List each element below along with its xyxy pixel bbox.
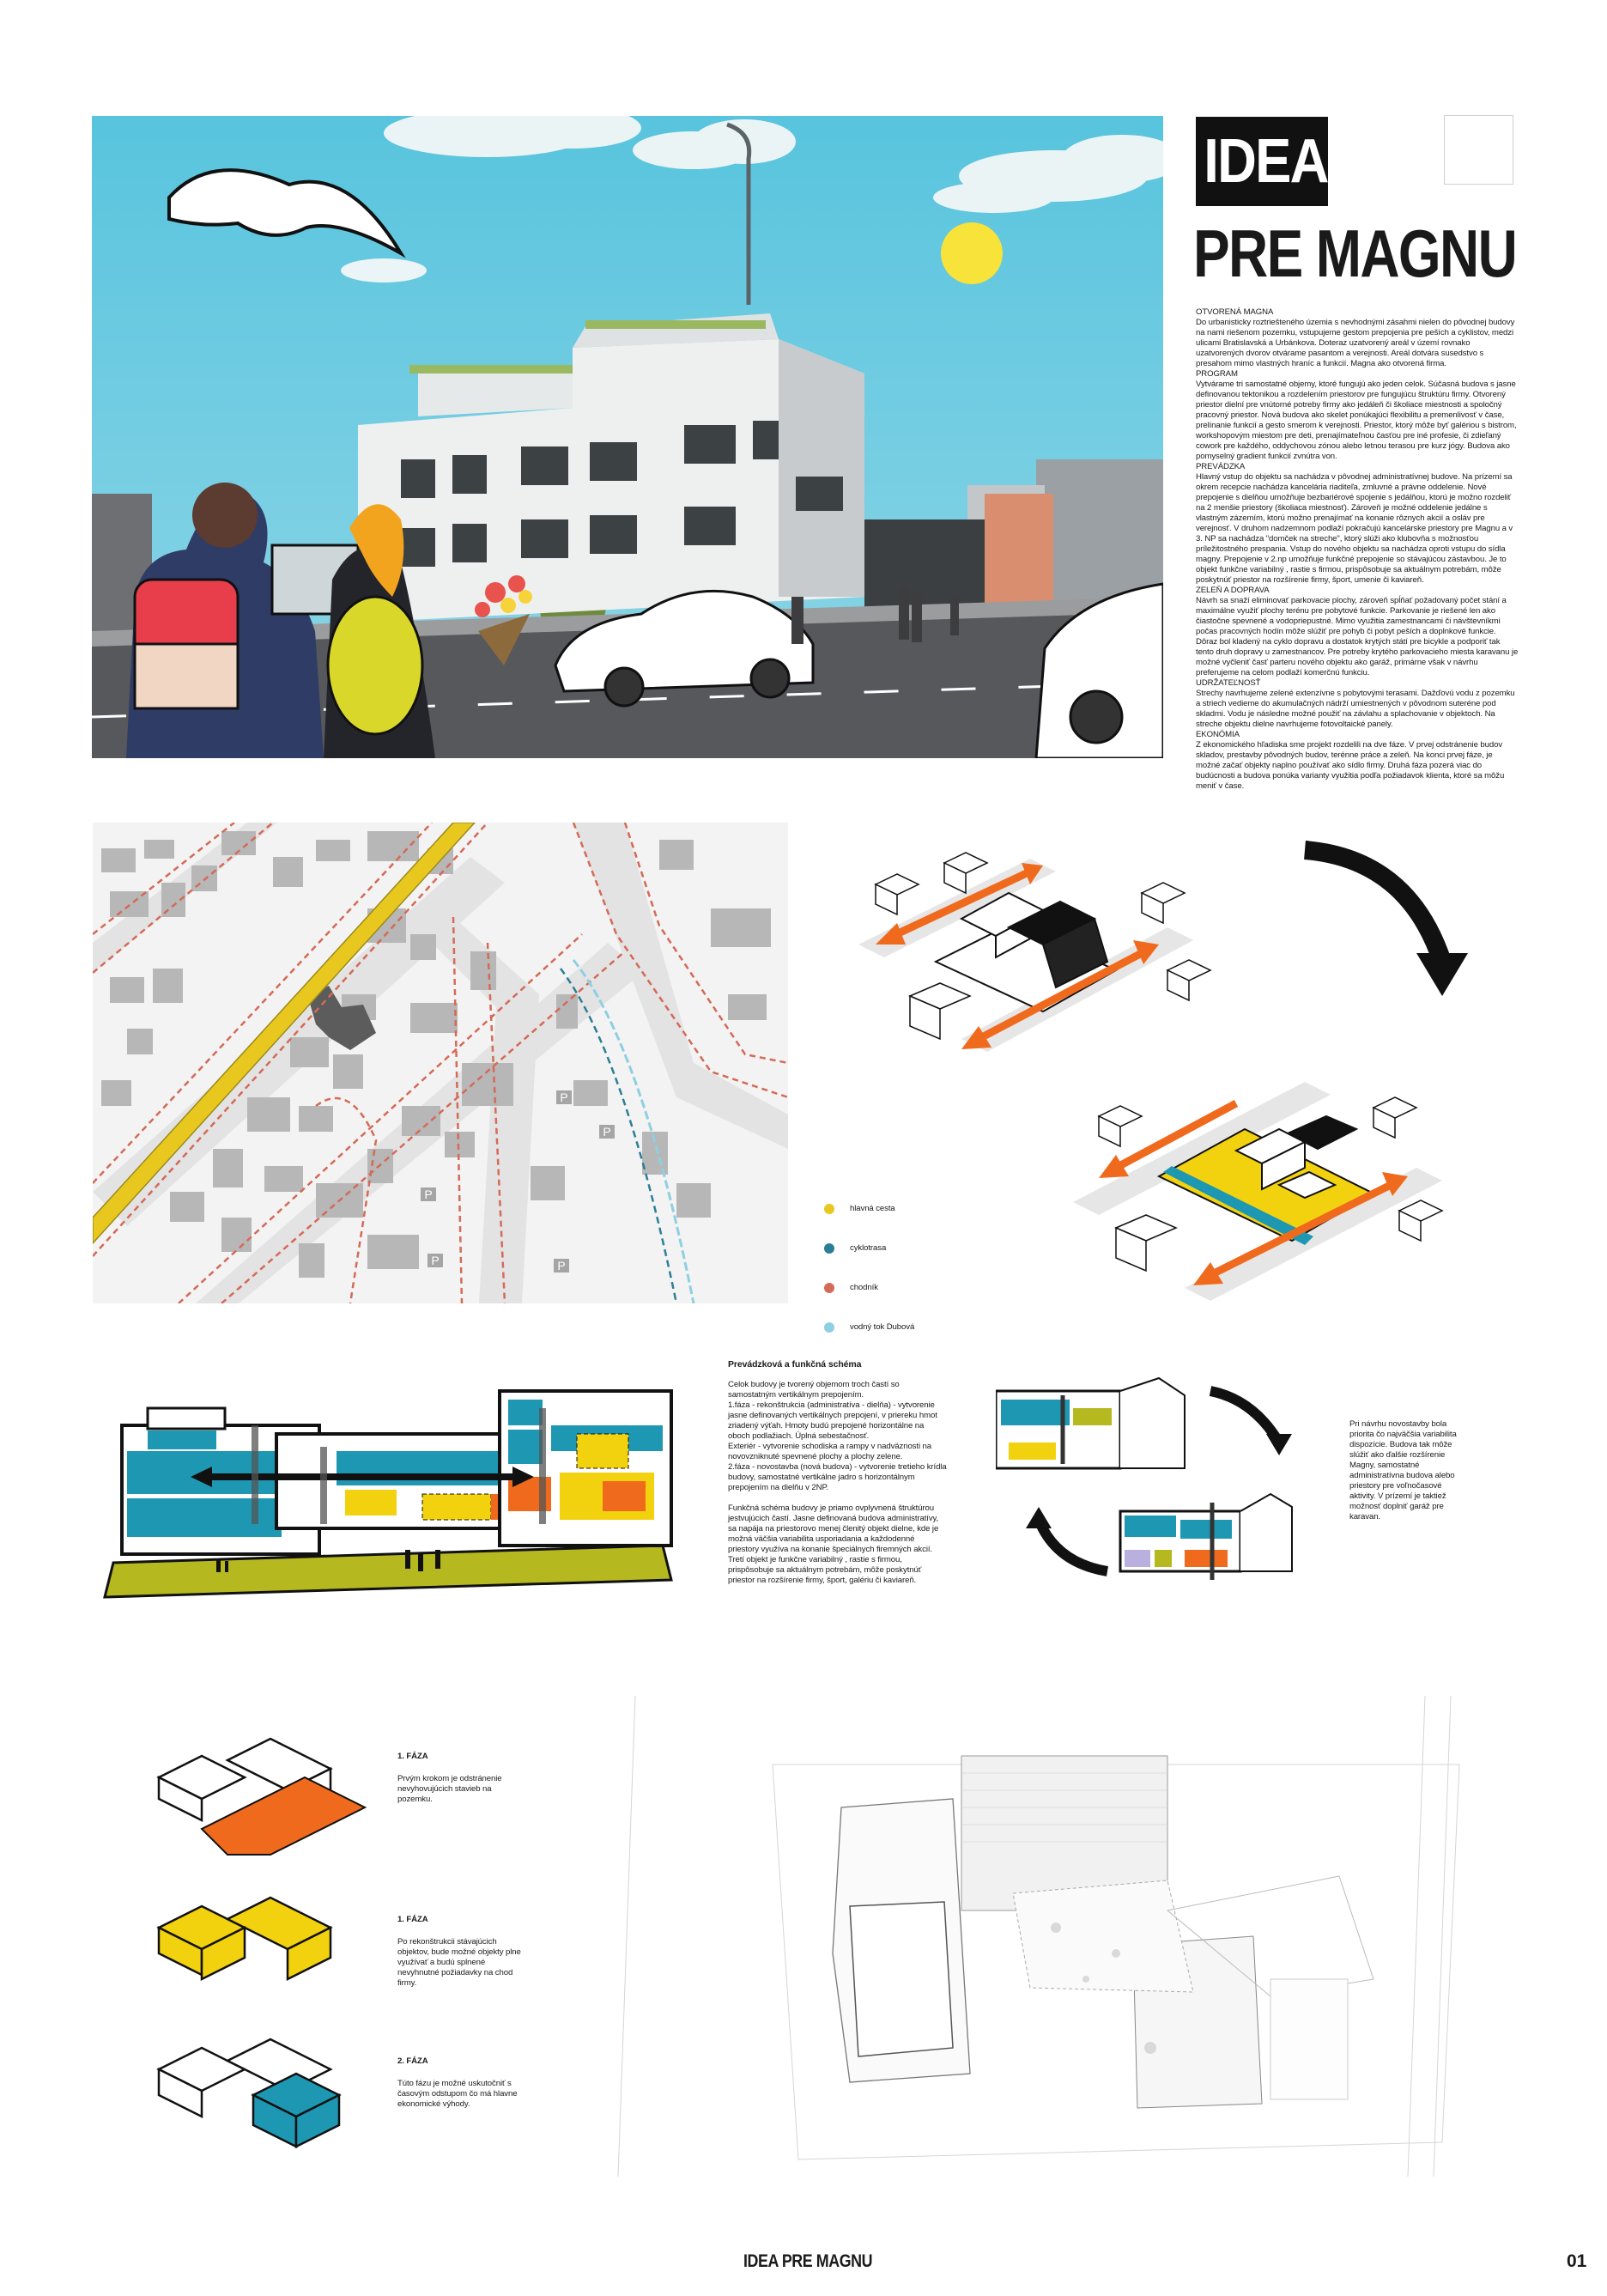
site-plan [601,1696,1528,2177]
phase-2-drawing [150,1893,382,1996]
phasing-cycle-diagram [996,1374,1322,1597]
hero-collage [92,116,1163,758]
parking-label: P [556,1090,572,1104]
page-number: 01 [1567,2251,1587,2271]
parking-label: P [599,1125,615,1139]
page-title: PRE MAGNU [1193,216,1517,291]
legend-item: cyklotrasa [824,1229,927,1268]
phase-2-card [397,1915,526,1989]
footer-title: IDEA PRE MAGNU [743,2251,873,2271]
scheme-side-text: Pri návrhu novostavby bola priorita čo najväčšia variabilita dispozície. Budova tak môže slúžiť ako ďalšie rozšírenie Magny, samostatné administratívna budova alebo priestory pre voľnočasové aktivity. V prízemí je taktiež možnosť doplniť garáž pre karavan. [1349,1419,1457,1522]
intro-section: ZELEŇ A DOPRAVA Návrh sa snaží eliminovať parkovacie plochy, zároveň spĺňať požadovaný počet stání a maximálne využiť plochy terénu pre pobytové funkcie. Parkovanie je riešené len ako čiastočne spevnené a vodopriepustné. Mimo využitia zamestnancami či návštevníkmi počas pracovných hodín môže slúžiť pre pohyb či pobyt peších a doplnkové funkcie. Dôraz bol kladený na cyklo dopravu a dostatok krytých státí pre bicykle a podporiť tak tento druh dopravy u zamestnancov. Pre potreby krytého parkovacieho miesta karavanu je možné vyčleniť časť parteru nového objektu ako garáž, primárne však v návrhu preferujeme na celom podlaží komerčnú funkciu. [1196,586,1519,677]
legend-item: vodný tok Dubová [824,1308,927,1347]
legend-dot [824,1204,834,1214]
legend-item: chodník [824,1268,927,1308]
logo-placeholder [1444,115,1513,185]
legend-dot [824,1322,834,1333]
parking-label: P [421,1187,436,1201]
phase-3-card [397,2056,526,2110]
intro-section: PREVÁDZKA Hlavný vstup do objektu sa nachádza v pôvodnej administratívnej budove. Na prízemí sa okrem recepcie nachádza kancelária riaditeľa, zmluvné a právne oddelenie. Nové prepojenie s dielňou umožňuje bezbariérové spojenie s jedálňou, ktorú je možno rozdeliť na 2 menšie priestory (školiaca miestnosť). Zároveň je možné oddelenie jedálne s vlastným zázemím, ktorú možno prenajímať na konanie rôznych akcií a osláv pre verejnosť. V druhom nadzemnom podlaží pokračujú kancelárske priestory pre Magnu a v 3. NP sa nachádza "domček na streche", ktorý slúži ako klubovňa s možnosťou príležitostného prespania. Vstup do nového objektu sa nachádza oproti vstupu do sídla magny. Prepojenie v 2.np umožňuje funkčné prepojenie so stávajúcou zástavbou. Je to objekt funkčne variabilný , rastie s firmou, prispôsobuje sa aktuálnym potrebám, môže poskytnúť priestor na rozšírenie firmy, šport, umenie či kaviareň. [1196,462,1513,585]
phase-2-title: 1. FÁZA [397,1915,428,1924]
title-box [1196,117,1328,206]
phase-3-title: 2. FÁZA [397,2056,428,2066]
scheme-text: Prevádzková a funkčná schéma Celok budovy je tvorený objemom troch častí so samostatným vertikálnym prepojením. 1.fáza - rekonštrukcia (administratíva - dielňa) - vytvorenie jasne definovaných vertikálnych prepojení, v priereku hmot zriadený výťah. Hmoty budú prepojené horizontálne na oboch podlažiach. Úplná sebestačnosť. Exteriér - vytvorenie schodiska a rampy v nadväznosti na novovzniknuté spevnené plochy a plochy zelene. 2.fáza - novostavba (nová budova) - vytvorenie tretieho krídla budovy, samostatné vertikálne jadro s horizontálnym prepojením na dielňu v 2NP. Funkčná schéma budovy je priamo ovplyvnená štruktúrou jestvujúcich častí. Jasne definovaná budova administratívy, sa napája na priestorovo menej členitý objekt dielne, kde je možná väčšia variabilita usporiadania a každodenné priestory využíva na konanie špeciálnych firemných akcií. Tretí objekt je funkčne variabilný , rastie s firmou, prispôsobuje sa aktuálnym potrebám, môže poskytnúť priestor na rozšírenie firmy, šport, galériu či kaviareň. [728,1359,947,1585]
intro-section: PROGRAM Vytvárame tri samostatné objemy, ktoré fungujú ako jeden celok. Súčasná budova s jasne definovanou tektonikou a rozdelením priestorov pre fungujúcu štruktúru firmy. Otvorený priestor dielní pre vnútorné potreby firmy ako jedáleň či školiace miestnosti a spoločný pracovný priestor. Nová budova ako skelet ponúkajúci flexibilitu a premenlivosť v čase, prelínanie funkcií a gesto smerom k verejnosti. Priestor, ktorý môže byť galériou s bistrom, workshopovým miestom pre deti, prenajímateľnou časťou pre iné profesie, či zdieľaný cowork pre každého, oddychovou zónou alebo letnou terasou pre kurz jógy. Budova ako pomyselný gradient funkcií zvnútra von. [1196,369,1517,461]
phase-1-text: Prvým krokom je odstránenie nevyhovujúcich stavieb na pozemku. [397,1774,502,1804]
legend-dot [824,1243,834,1254]
legend-dot [824,1283,834,1293]
phase-1-title: 1. FÁZA [397,1752,428,1761]
intro-text [1196,307,1519,792]
intro-section: EKONÓMIA Z ekonomického hľadiska sme projekt rozdelili na dve fáze. V prvej odstránenie budov skladov, prestavby pôvodných budov, terénne práce a zeleň. Na konci prvej fáze, je možné začať objekty naplno používať ako sídlo firmy. Druhá fáza pozerá viac do budúcnosti a budova ponúka varianty využitia podľa požiadavok klienta, ktoré sa môžu meniť v čase. [1196,730,1505,791]
title-box-text: IDEA [1204,127,1328,196]
intro-section: UDRŽATEĽNOSŤ Strechy navrhujeme zelené extenzívne s pobytovými terasami. Dažďovú vodu z pozemku a striech vedieme do akumulačných nádrží umiestnených v pôvodnom suteréne pod skladmi. Vodu je následne možné použiť na závlahu a splachovanie v objektoch. Na streche objektu dielne navrhujeme fotovoltaické panely. [1196,678,1515,729]
phase-3-drawing [150,2035,382,2155]
parking-label: P [428,1254,443,1267]
intro-section: OTVORENÁ MAGNA Do urbanisticky roztriešteného územia s nevhodnými zásahmi nielen do pôvodnej budovy na nami riešenom pozemku, vstupujeme gestom prepojenia pre peších a cyklistov, medzi ulicami Bratislavská a Urbánkova. Doteraz uzatvorený areál v území rovnako uzatvorených dvorov otvárame pasantom a verejnosti. Areál dotvára susedstvo s presahom mimo vlastných hraníc a funkcií. Magna ako otvorená firma. [1196,307,1515,368]
scheme-title: Prevádzková a funkčná schéma [728,1359,862,1370]
phase-2-text: Po rekonštrukcii stávajúcich objektov, bude možné objekty plne využívať a budú splnené nevyhnutné požiadavky na chod firmy. [397,1937,521,1988]
legend-item: hlavná cesta [824,1189,927,1229]
site-map [93,823,788,1303]
phase-3-text: Túto fázu je možné uskutočniť s časovým odstupom čo má hlavne ekonomické výhody. [397,2079,518,2109]
section-diagram [96,1374,680,1614]
phase-1-drawing [150,1717,382,1863]
parking-label: P [554,1259,569,1273]
axonometric-diagrams [858,824,1502,1305]
phase-1-card [397,1752,526,1805]
